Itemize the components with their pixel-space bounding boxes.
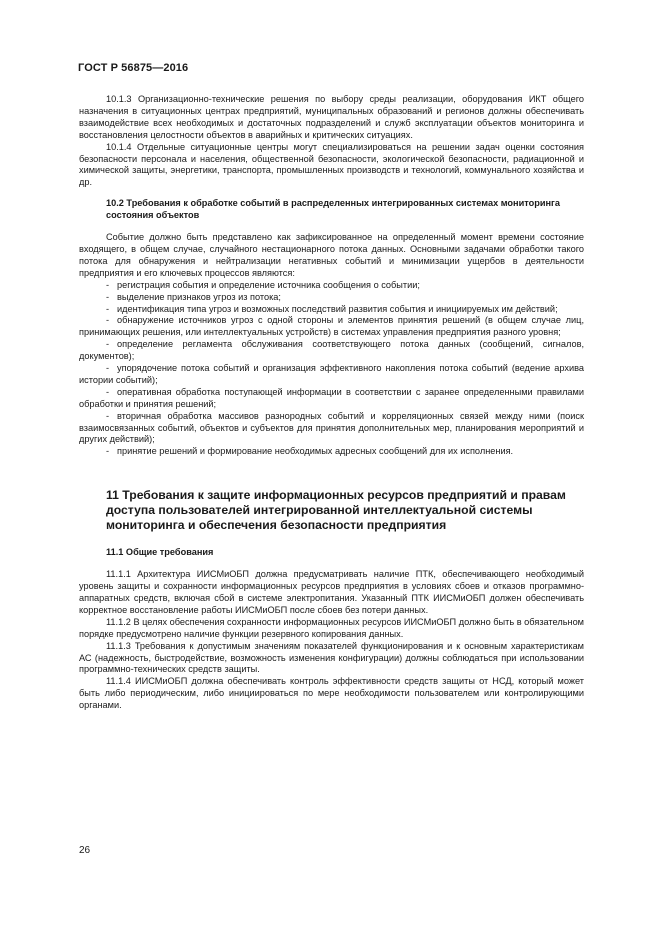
heading-10-2: 10.2 Требования к обработке событий в распределенных интегрированных системах мониторинга состояния объектов — [106, 198, 560, 221]
list-item — [79, 387, 584, 411]
paragraph-10-2-intro: Событие должно быть представлено как зафиксированное на определенный момент времени состояние входящего, в общем случае, случайного нестационарного потока данных. Основными задачами обработки такого потока для обнаружения и нейтрализации негативных событий и минимизации ущербов в деятельности предприятия и его ключевых процессов являются: — [79, 232, 584, 278]
list-dash: - — [106, 446, 110, 457]
list-dash: - — [106, 386, 110, 397]
list-item-text: идентификация типа угроз и возможных последствий развития события и инициируемых им действий; — [117, 303, 558, 314]
document-id-header: ГОСТ Р 56875—2016 — [78, 62, 189, 74]
heading-section-11: 11 Требования к защите информационных ресурсов предприятий и правам доступа пользователей интегрированной интеллектуальной системы мониторинга и обеспечения безопасности предприятия — [106, 488, 566, 533]
list-item-text: выделение признаков угроз из потока; — [117, 291, 281, 302]
list-item-text: вторичная обработка массивов разнородных событий и корреляционных связей между ними (поиск взаимосвязанных событий, объектов и субъектов для принятия дополнительных мер, планирования мероприятий и других действий); — [79, 410, 584, 445]
list-dash: - — [106, 363, 110, 374]
list-item-text: оперативная обработка поступающей информации в соответствии с заранее определенными правилами обработки и принятия решений; — [79, 386, 584, 409]
list-dash: - — [106, 339, 110, 350]
list-item — [79, 280, 584, 292]
list-item — [79, 411, 584, 447]
list-dash: - — [106, 303, 110, 314]
paragraph-11-1-3: 11.1.3 Требования к допустимым значениям показателей функционирования и к основным характеристикам АС (надежность, быстродействие, возможность изменения конфигурации) должны соблюдаться при использовании программно-технических средств защиты. — [79, 640, 584, 675]
paragraph-11-1-1: 11.1.1 Архитектура ИИСМиОБП должна предусматривать наличие ПТК, обеспечивающего необходимый уровень защиты и сохранности информационных ресурсов предприятия в условиях сбоев и отказов программно-аппаратных средств, включая сбой в системе электропитания. Указанный ПТК ИИСМиОБП должен обеспечивать корректное восстановление работы ИИСМиОБП после сбоев без потери данных. — [79, 569, 584, 615]
paragraph-10-1-4: 10.1.4 Отдельные ситуационные центры могут специализироваться на решении задач оценки состояния безопасности персонала и населения, общественной безопасности, экологической безопасности, радиационной и химической защиты, энергетики, транспорта, промышленных производств и технологий, коммунального хозяйства и др. — [79, 141, 584, 188]
page-number: 26 — [79, 845, 91, 856]
list-item — [79, 315, 584, 339]
paragraph-10-1-3: 10.1.3 Организационно-технические решения по выбору среды реализации, оборудования ИКТ общего назначения в ситуационных центрах предприятий, муниципальных образований и регионов должны обеспечивать взаимодействие всех необходимых и достаточных подразделений и служб эксплуатации объектов мониторинга и восстановления целостности объектов в аварийных и критических ситуациях. — [79, 94, 584, 140]
list-item-text: обнаружение источников угроз с одной стороны и элементов принятия решений (в общем случае лиц, принимающих решения, или интеллектуальных устройств) в системах управления предприятия разного уровня; — [79, 315, 584, 338]
list-item-text: принятие решений и формирование необходимых адресных сообщений для их исполнения. — [117, 446, 514, 457]
event-tasks-list — [79, 280, 584, 459]
list-item-text: регистрация события и определение источника сообщения о событии; — [117, 279, 420, 290]
paragraph-11-1-2: 11.1.2 В целях обеспечения сохранности информационных ресурсов ИИСМиОБП должно быть в обязательном порядке предусмотрено наличие функции резервного копирования данных. — [79, 616, 584, 639]
page-content — [79, 94, 584, 712]
heading-11-1: 11.1 Общие требования — [106, 547, 214, 558]
list-item — [79, 304, 584, 316]
list-dash: - — [106, 291, 110, 302]
list-item-text: определение регламента обслуживания соответствующего потока данных (сообщений, сигналов, документов); — [79, 339, 584, 362]
list-dash: - — [106, 279, 110, 290]
list-item — [79, 339, 584, 363]
paragraph-11-1-4: 11.1.4 ИИСМиОБП должна обеспечивать контроль эффективности средств защиты от НСД, который может быть либо периодическим, либо инициироваться по мере необходимости пользователем или контролирующими органами. — [79, 676, 584, 711]
list-dash: - — [106, 315, 110, 326]
list-item — [79, 292, 584, 304]
list-item — [79, 363, 584, 387]
list-item — [79, 446, 584, 458]
list-dash: - — [106, 410, 110, 421]
list-item-text: упорядочение потока событий и организация эффективного накопления потока событий (ведение архива истории событий); — [79, 363, 584, 385]
